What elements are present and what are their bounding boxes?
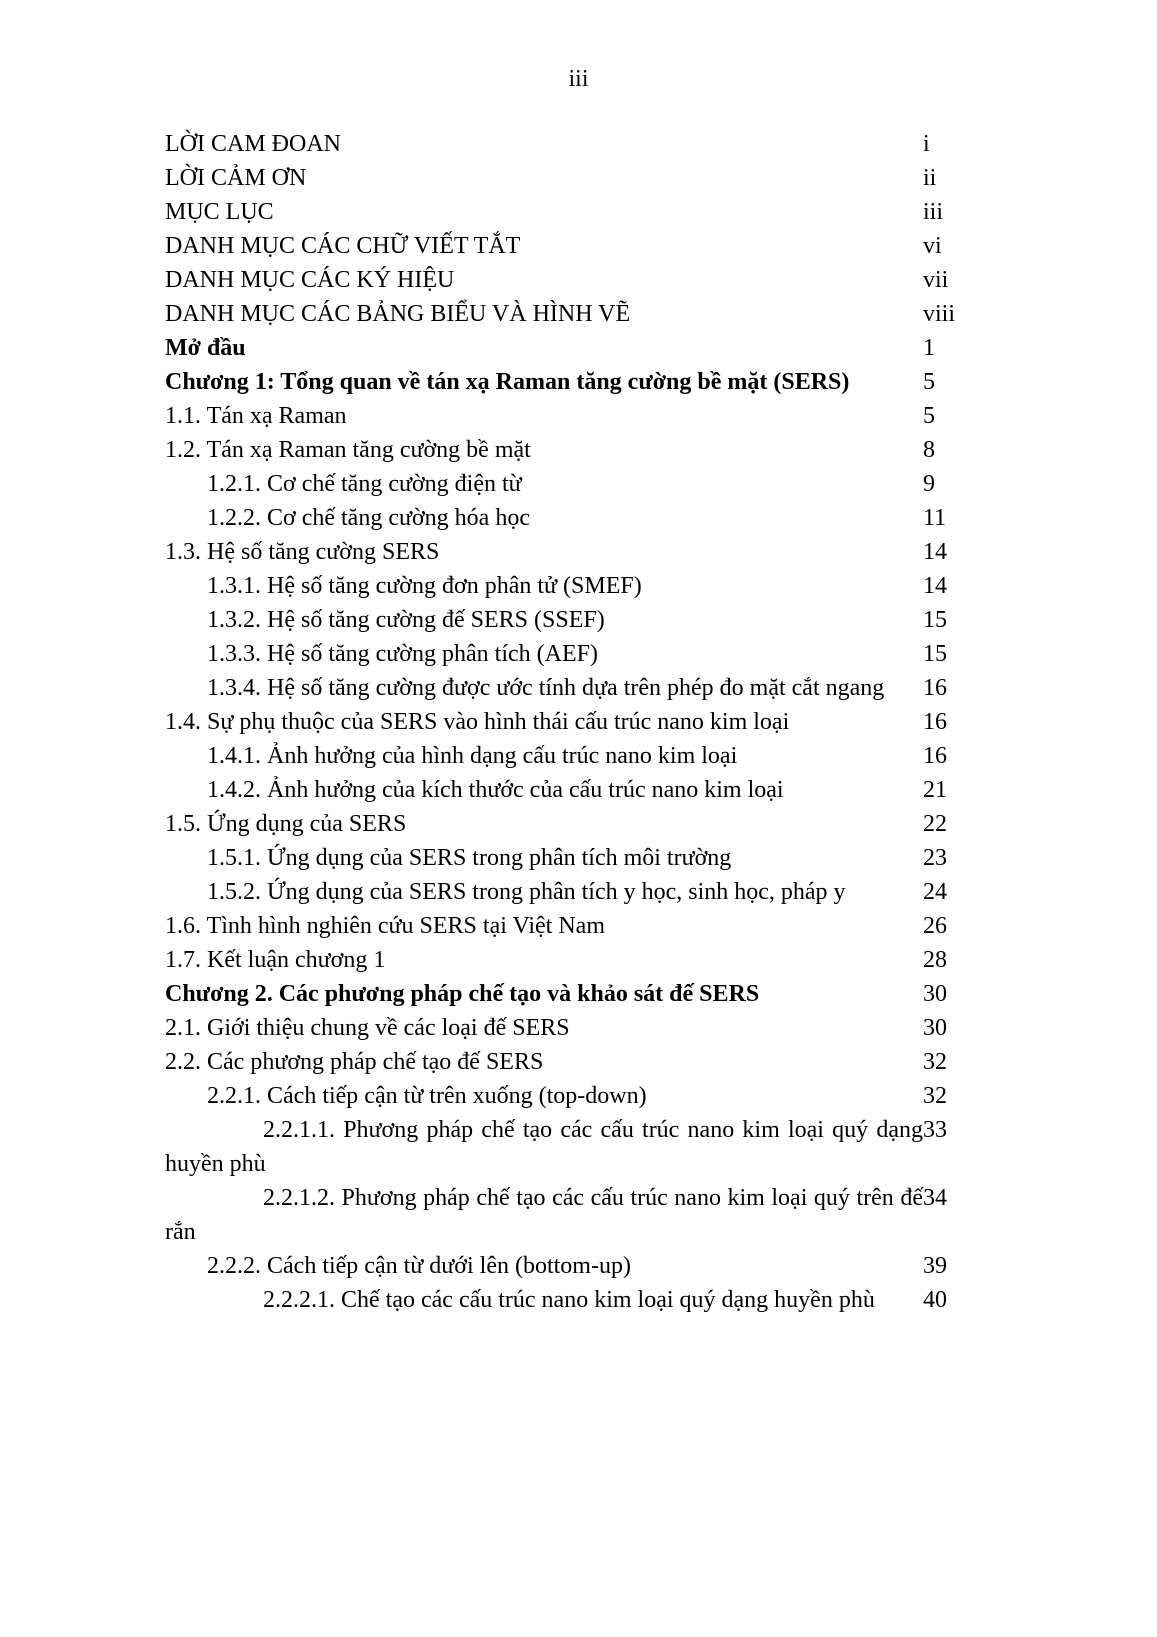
toc-entry-page: 11 [923, 505, 947, 531]
toc-entry-title: 1.4.2. Ảnh hưởng của kích thước của cấu trúc nano kim loại [207, 777, 784, 803]
toc-entry-page: 30 [923, 1015, 947, 1041]
toc-entry [165, 1283, 965, 1317]
toc-entry-page: vi [923, 233, 942, 259]
toc-entry [165, 773, 965, 807]
toc-entry-page: 34 [923, 1185, 947, 1211]
toc-entry [165, 705, 965, 739]
toc-entry [165, 569, 965, 603]
toc-entry-page: 16 [923, 743, 947, 769]
toc-entry-title: 1.2.2. Cơ chế tăng cường hóa học [207, 505, 530, 531]
toc-entry-page: 8 [923, 437, 935, 463]
toc-entry-page: 24 [923, 879, 947, 905]
toc-entry [165, 263, 965, 297]
toc-entry-title: 1.5.1. Ứng dụng của SERS trong phân tích môi trường [207, 845, 732, 871]
toc-entry [165, 1113, 965, 1181]
toc-entry-title: 2.2. Các phương pháp chế tạo đế SERS [165, 1049, 544, 1075]
toc-entry-title: Chương 2. Các phương pháp chế tạo và khảo sát đế SERS [165, 981, 760, 1007]
toc-entry-page: ii [923, 165, 937, 191]
toc-entry-page: 16 [923, 675, 947, 701]
toc-entry [165, 671, 965, 705]
toc-entry-page: 14 [923, 573, 947, 599]
toc-entry-page: 21 [923, 777, 947, 803]
toc-entry [165, 1011, 965, 1045]
toc-entry [165, 331, 965, 365]
toc-entry [165, 297, 965, 331]
toc-entry-title: 2.1. Giới thiệu chung về các loại đế SERS [165, 1015, 570, 1041]
toc-entry-title: DANH MỤC CÁC BẢNG BIỂU VÀ HÌNH VẼ [165, 301, 631, 327]
toc-entry-title: 2.2.1.1. Phương pháp chế tạo các cấu trúc nano kim loại quý dạng huyền phù [165, 1117, 923, 1177]
toc-entry [165, 229, 965, 263]
toc-entry-title: LỜI CAM ĐOAN [165, 131, 341, 157]
toc-entry-title: 1.1. Tán xạ Raman [165, 403, 347, 429]
toc-entry-page: 1 [923, 335, 935, 361]
toc-entry-title: 1.3. Hệ số tăng cường SERS [165, 539, 440, 565]
toc-entry-title: 1.2.1. Cơ chế tăng cường điện từ [207, 471, 522, 497]
toc-entry [165, 127, 965, 161]
toc-entry [165, 1249, 965, 1283]
toc-entry-page: 16 [923, 709, 947, 735]
toc-entry-title: 1.5. Ứng dụng của SERS [165, 811, 407, 837]
toc-entry-page: 26 [923, 913, 947, 939]
toc-entry [165, 875, 965, 909]
toc-entry-page: 33 [923, 1117, 947, 1143]
toc-entry-title: 2.2.1. Cách tiếp cận từ trên xuống (top-down) [207, 1083, 647, 1109]
toc-entry [165, 365, 965, 399]
toc-entry-page: 9 [923, 471, 935, 497]
toc-entry [165, 399, 965, 433]
toc-entry-title: Mở đầu [165, 335, 246, 361]
toc-entry-title: 1.2. Tán xạ Raman tăng cường bề mặt [165, 437, 531, 463]
toc-entry-title: 1.4. Sự phụ thuộc của SERS vào hình thái cấu trúc nano kim loại [165, 709, 790, 735]
toc-entry-page: 32 [923, 1049, 947, 1075]
toc-entry-title: DANH MỤC CÁC KÝ HIỆU [165, 267, 455, 293]
toc-entry-page: 5 [923, 403, 935, 429]
toc-entry-title: 2.2.2.1. Chế tạo các cấu trúc nano kim loại quý dạng huyền phù [263, 1287, 875, 1313]
toc-entry-page: 22 [923, 811, 947, 837]
toc-entry-page: 40 [923, 1287, 947, 1313]
toc-entry-title: 1.3.1. Hệ số tăng cường đơn phân tử (SMEF) [207, 573, 642, 599]
toc-entry [165, 841, 965, 875]
toc-entry-page: i [923, 131, 930, 157]
toc-entry-title: 1.3.4. Hệ số tăng cường được ước tính dựa trên phép đo mặt cắt ngang [207, 675, 885, 701]
table-of-contents [165, 127, 965, 1317]
toc-entry [165, 195, 965, 229]
toc-entry-title: 1.5.2. Ứng dụng của SERS trong phân tích y học, sinh học, pháp y [207, 879, 846, 905]
toc-entry-title: LỜI CẢM ƠN [165, 165, 307, 191]
toc-entry-page: 32 [923, 1083, 947, 1109]
toc-entry-title: 1.7. Kết luận chương 1 [165, 947, 386, 973]
toc-entry-page: 28 [923, 947, 947, 973]
toc-entry [165, 943, 965, 977]
toc-entry [165, 501, 965, 535]
toc-entry [165, 739, 965, 773]
toc-entry-page: 15 [923, 607, 947, 633]
toc-entry [165, 433, 965, 467]
toc-entry [165, 535, 965, 569]
toc-entry-page: vii [923, 267, 949, 293]
toc-entry [165, 909, 965, 943]
toc-entry [165, 1181, 965, 1249]
toc-entry-page: iii [923, 199, 944, 225]
toc-entry [165, 637, 965, 671]
toc-entry-title: 1.3.3. Hệ số tăng cường phân tích (AEF) [207, 641, 598, 667]
toc-entry-page: 5 [923, 369, 935, 395]
toc-entry-title: DANH MỤC CÁC CHỮ VIẾT TẮT [165, 233, 521, 259]
toc-entry-page: 39 [923, 1253, 947, 1279]
toc-entry-page: 14 [923, 539, 947, 565]
toc-entry [165, 1045, 965, 1079]
toc-entry-title: 2.2.1.2. Phương pháp chế tạo các cấu trúc nano kim loại quý trên đế rắn [165, 1185, 923, 1245]
toc-entry [165, 467, 965, 501]
toc-entry [165, 807, 965, 841]
toc-entry-title: 1.6. Tình hình nghiên cứu SERS tại Việt Nam [165, 913, 605, 939]
page-number: iii [568, 66, 589, 92]
toc-entry-title: 2.2.2. Cách tiếp cận từ dưới lên (bottom-up) [207, 1253, 631, 1279]
toc-entry [165, 603, 965, 637]
toc-entry-page: 30 [923, 981, 947, 1007]
toc-entry-title: MỤC LỤC [165, 199, 274, 225]
toc-entry [165, 977, 965, 1011]
toc-entry-page: 23 [923, 845, 947, 871]
toc-entry-title: 1.3.2. Hệ số tăng cường đế SERS (SSEF) [207, 607, 605, 633]
toc-entry [165, 1079, 965, 1113]
toc-entry-title: Chương 1: Tổng quan về tán xạ Raman tăng cường bề mặt (SERS) [165, 369, 850, 395]
toc-entry-page: viii [923, 301, 956, 327]
toc-entry-page: 15 [923, 641, 947, 667]
toc-entry [165, 161, 965, 195]
toc-entry-title: 1.4.1. Ảnh hưởng của hình dạng cấu trúc nano kim loại [207, 743, 738, 769]
